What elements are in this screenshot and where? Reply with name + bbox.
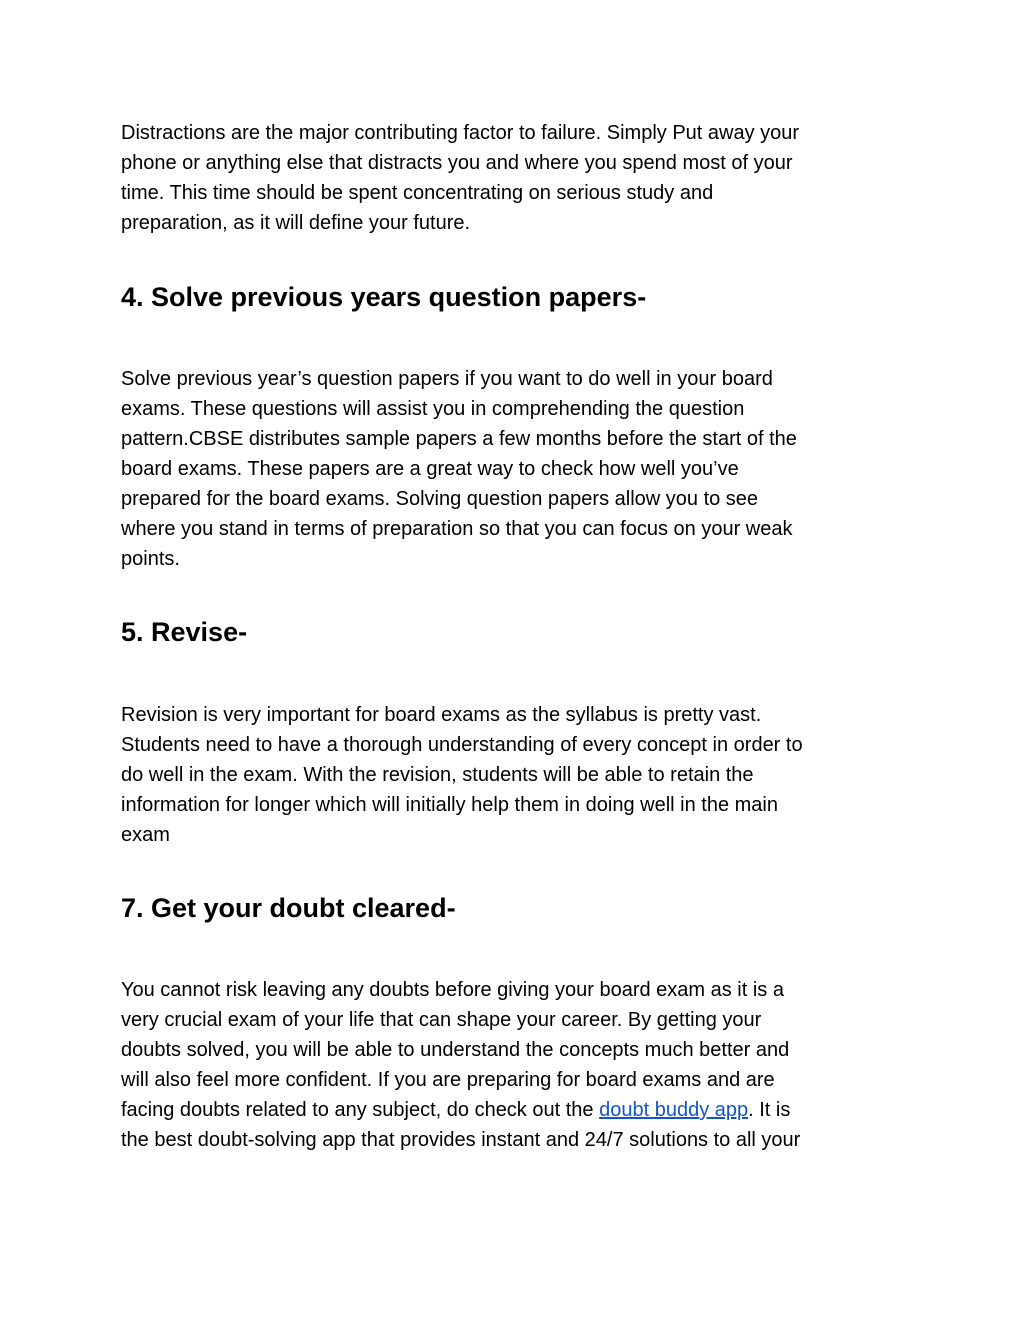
paragraph-line: pattern.CBSE distributes sample papers a few months before the start of the <box>121 428 797 450</box>
paragraph-line: You cannot risk leaving any doubts before giving your board exam as it is a <box>121 979 784 1001</box>
doubt-buddy-app-link[interactable]: doubt buddy app <box>599 1099 749 1121</box>
section-4-heading: 4. Solve previous years question papers- <box>121 282 647 312</box>
paragraph-line: exam <box>121 824 170 846</box>
paragraph-line: Distractions are the major contributing factor to failure. Simply Put away your <box>121 122 800 144</box>
section-5-heading: 5. Revise- <box>121 617 248 647</box>
paragraph-line: Revision is very important for board exams as the syllabus is pretty vast. <box>121 704 762 726</box>
paragraph-line: information for longer which will initially help them in doing well in the main <box>121 794 778 816</box>
paragraph-line: doubts solved, you will be able to understand the concepts much better and <box>121 1039 790 1061</box>
link-line-suffix: . It is <box>748 1099 791 1121</box>
paragraph-line: where you stand in terms of preparation so that you can focus on your weak <box>121 518 793 540</box>
paragraph-line: Students need to have a thorough understanding of every concept in order to <box>121 734 803 756</box>
intro-paragraph <box>121 118 799 238</box>
paragraph-line-with-link <box>121 1095 800 1125</box>
paragraph-line: exams. These questions will assist you in comprehending the question <box>121 398 745 420</box>
section-7-paragraph <box>121 975 800 1155</box>
paragraph-line: do well in the exam. With the revision, students will be able to retain the <box>121 764 754 786</box>
paragraph-line: the best doubt-solving app that provides instant and 24/7 solutions to all your <box>121 1129 801 1151</box>
paragraph-line: very crucial exam of your life that can shape your career. By getting your <box>121 1009 762 1031</box>
paragraph-line: board exams. These papers are a great way to check how well you’ve <box>121 458 739 480</box>
paragraph-line: will also feel more confident. If you are preparing for board exams and are <box>121 1069 775 1091</box>
section-4-paragraph <box>121 364 797 574</box>
paragraph-line: phone or anything else that distracts you and where you spend most of your <box>121 152 793 174</box>
section-5-paragraph <box>121 700 803 850</box>
link-line-prefix: facing doubts related to any subject, do check out the <box>121 1099 600 1121</box>
section-7-heading: 7. Get your doubt cleared- <box>121 893 456 923</box>
paragraph-line: preparation, as it will define your future. <box>121 212 471 234</box>
paragraph-line: prepared for the board exams. Solving question papers allow you to see <box>121 488 759 510</box>
paragraph-line: time. This time should be spent concentrating on serious study and <box>121 182 714 204</box>
paragraph-line: Solve previous year’s question papers if you want to do well in your board <box>121 368 773 390</box>
paragraph-line: points. <box>121 548 180 570</box>
